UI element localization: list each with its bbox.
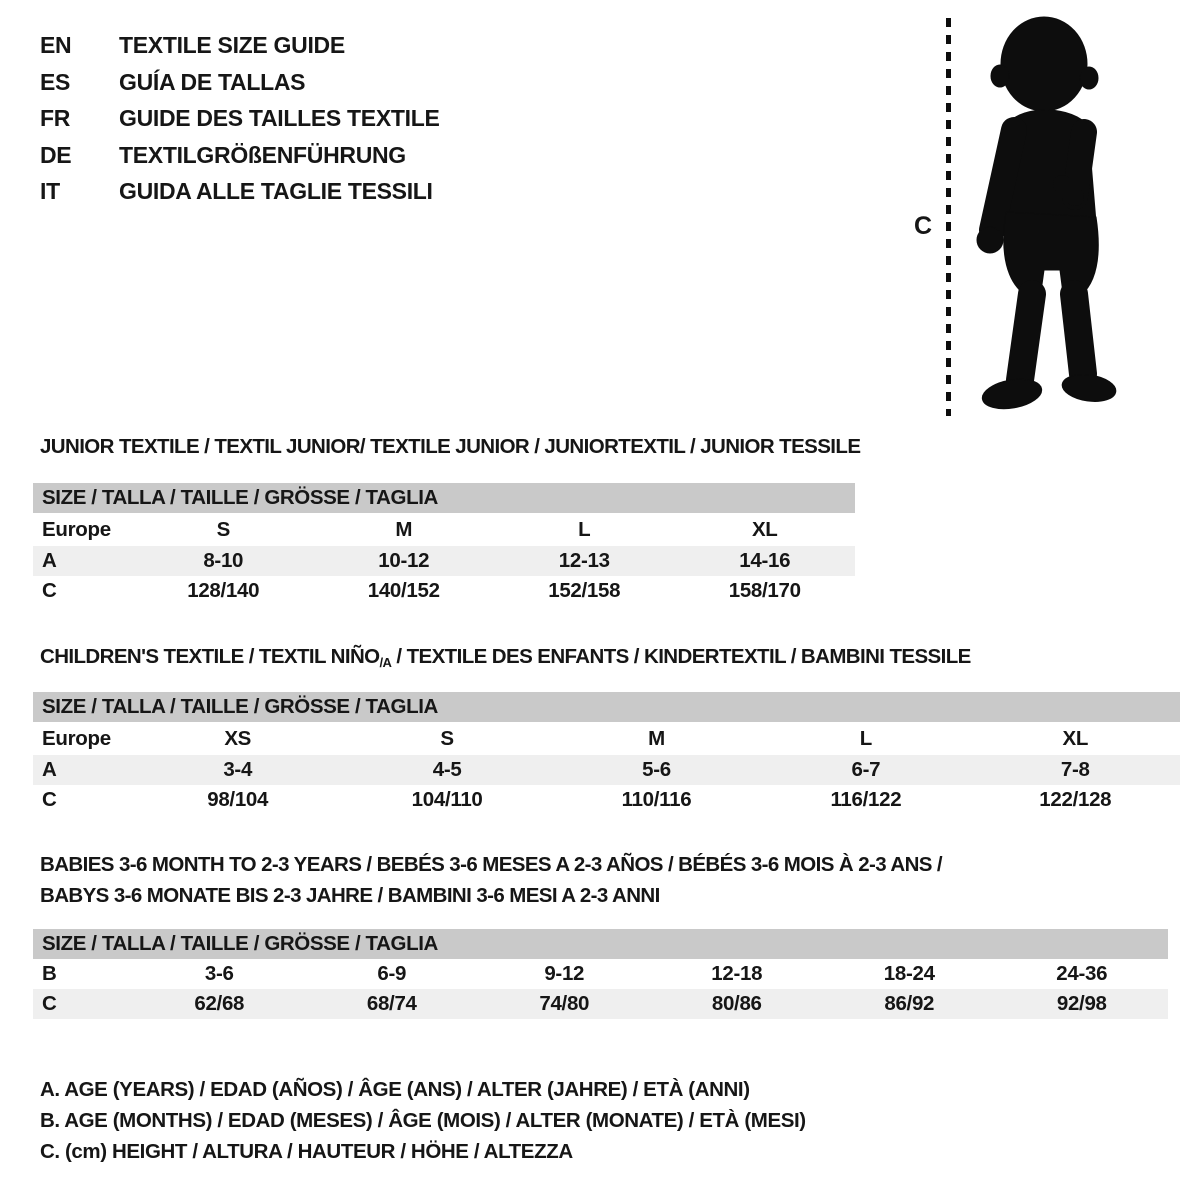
legend-line: A. AGE (YEARS) / EDAD (AÑOS) / ÂGE (ANS) / ALTER (JAHRE) / ETÀ (ANNI): [40, 1078, 750, 1101]
size-value-cell: 104/110: [411, 788, 483, 811]
region-label: Europe: [42, 726, 111, 750]
size-value-cell: 68/74: [366, 992, 417, 1015]
toddler-silhouette-icon: [962, 12, 1142, 425]
size-header-bar: SIZE / TALLA / TAILLE / GRÖSSE / TAGLIA: [33, 483, 855, 513]
size-value-cell: 98/104: [207, 788, 269, 811]
size-value-cell: 74/80: [539, 992, 590, 1015]
size-column-label: M: [395, 517, 413, 541]
children-section-title: [40, 641, 971, 678]
size-column-label: XL: [751, 517, 778, 541]
row-label: C: [42, 788, 57, 811]
children-size-table: [33, 692, 1180, 815]
size-column-label: S: [440, 726, 454, 750]
language-list: [40, 27, 440, 210]
title-text: BABYS 3-6 MONATE BIS 2-3 JAHRE / BAMBINI 3-6 MESI A 2-3 ANNI: [40, 884, 660, 907]
guide-title: GUIDE DES TAILLES TEXTILE: [119, 105, 440, 131]
legend: [40, 1074, 806, 1167]
language-code: ES: [40, 68, 71, 95]
size-value-cell: 10-12: [378, 549, 430, 572]
size-value-cell: 3-6: [204, 962, 234, 985]
column-header-row: [33, 513, 855, 546]
guide-title: TEXTILGRÖßENFÜHRUNG: [119, 141, 406, 168]
size-value-cell: 86/92: [884, 992, 935, 1015]
size-value-cell: 5-6: [642, 758, 671, 781]
size-value-cell: 7-8: [1060, 758, 1090, 781]
height-dashed-line: [946, 18, 951, 416]
size-header-bar: SIZE / TALLA / TAILLE / GRÖSSE / TAGLIA: [33, 692, 1180, 722]
size-header-bar: SIZE / TALLA / TAILLE / GRÖSSE / TAGLIA: [33, 929, 1168, 959]
language-row: [40, 137, 440, 174]
column-header-row: [33, 722, 1180, 755]
section-title-line: [40, 641, 971, 678]
table-row: [33, 785, 1180, 815]
language-code: DE: [40, 141, 72, 168]
title-text: CHILDREN'S TEXTILE / TEXTIL NIÑO: [40, 645, 380, 668]
language-row: [40, 27, 440, 64]
table-row: [33, 959, 1168, 989]
size-value-cell: 12-13: [558, 549, 610, 572]
size-value-cell: 80/86: [711, 992, 762, 1015]
junior-size-table: [33, 483, 855, 606]
size-value-cell: 152/158: [548, 579, 621, 602]
section-title-line: [40, 431, 860, 462]
size-value-cell: 122/128: [1039, 788, 1112, 811]
table-row: [33, 546, 855, 576]
size-value-cell: 3-4: [223, 758, 253, 781]
size-column-label: S: [216, 517, 230, 541]
language-code: IT: [40, 178, 60, 204]
language-row: [40, 64, 440, 101]
row-label: A: [42, 549, 57, 572]
title-text: JUNIOR TEXTILE / TEXTIL JUNIOR/ TEXTILE JUNIOR / JUNIORTEXTIL / JUNIOR TESSILE: [40, 435, 861, 458]
junior-section-title: [40, 431, 860, 462]
guide-title: GUIDA ALLE TAGLIE TESSILI: [119, 178, 433, 204]
size-value-cell: 18-24: [883, 962, 935, 985]
size-column-label: XS: [224, 726, 252, 750]
table-row: [33, 755, 1180, 785]
region-label: Europe: [42, 517, 111, 541]
size-value-cell: 92/98: [1056, 992, 1107, 1015]
language-row: [40, 100, 440, 137]
size-value-cell: 4-5: [432, 758, 462, 781]
size-value-cell: 6-7: [851, 758, 881, 781]
table-row: [33, 989, 1168, 1019]
legend-line: B. AGE (MONTHS) / EDAD (MESES) / ÂGE (MOIS) / ALTER (MONATE) / ETÀ (MESI): [40, 1109, 806, 1132]
row-label: A: [42, 758, 57, 781]
size-value-cell: 140/152: [367, 579, 440, 602]
babies-size-table: [33, 929, 1168, 1019]
row-label: C: [42, 579, 57, 602]
size-value-cell: 62/68: [194, 992, 245, 1015]
size-value-cell: 24-36: [1056, 962, 1108, 985]
size-value-cell: 128/140: [187, 579, 260, 602]
size-value-cell: 116/122: [830, 788, 902, 811]
size-column-label: L: [578, 517, 591, 541]
height-c-label: C: [914, 212, 932, 240]
legend-line: C. (cm) HEIGHT / ALTURA / HAUTEUR / HÖHE / ALTEZZA: [40, 1140, 573, 1163]
size-value-cell: 9-12: [544, 962, 585, 985]
size-column-label: L: [859, 726, 872, 750]
title-text: / TEXTILE DES ENFANTS / KINDERTEXTIL / BAMBINI TESSILE: [391, 645, 971, 668]
size-column-label: M: [648, 726, 665, 750]
row-label: C: [42, 992, 57, 1015]
table-row: [33, 576, 855, 606]
section-title-line: [40, 849, 942, 880]
size-value-cell: 14-16: [739, 549, 791, 572]
babies-section-title: [40, 849, 942, 911]
size-value-cell: 110/116: [621, 788, 692, 811]
size-value-cell: 6-9: [377, 962, 407, 985]
language-code: FR: [40, 105, 71, 131]
title-subscript: /A: [379, 655, 392, 670]
language-row: [40, 173, 440, 210]
title-text: BABIES 3-6 MONTH TO 2-3 YEARS / BEBÉS 3-6 MESES A 2-3 AÑOS / BÉBÉS 3-6 MOIS À 2-3 ANS /: [40, 853, 943, 876]
row-label: B: [42, 962, 57, 985]
guide-title: TEXTILE SIZE GUIDE: [119, 32, 345, 58]
guide-title: GUÍA DE TALLAS: [119, 68, 306, 95]
size-column-label: XL: [1062, 726, 1089, 750]
size-value-cell: 12-18: [711, 962, 763, 985]
size-value-cell: 8-10: [203, 549, 244, 572]
size-value-cell: 158/170: [728, 579, 801, 602]
language-code: EN: [40, 32, 72, 58]
section-title-line: [40, 880, 942, 911]
